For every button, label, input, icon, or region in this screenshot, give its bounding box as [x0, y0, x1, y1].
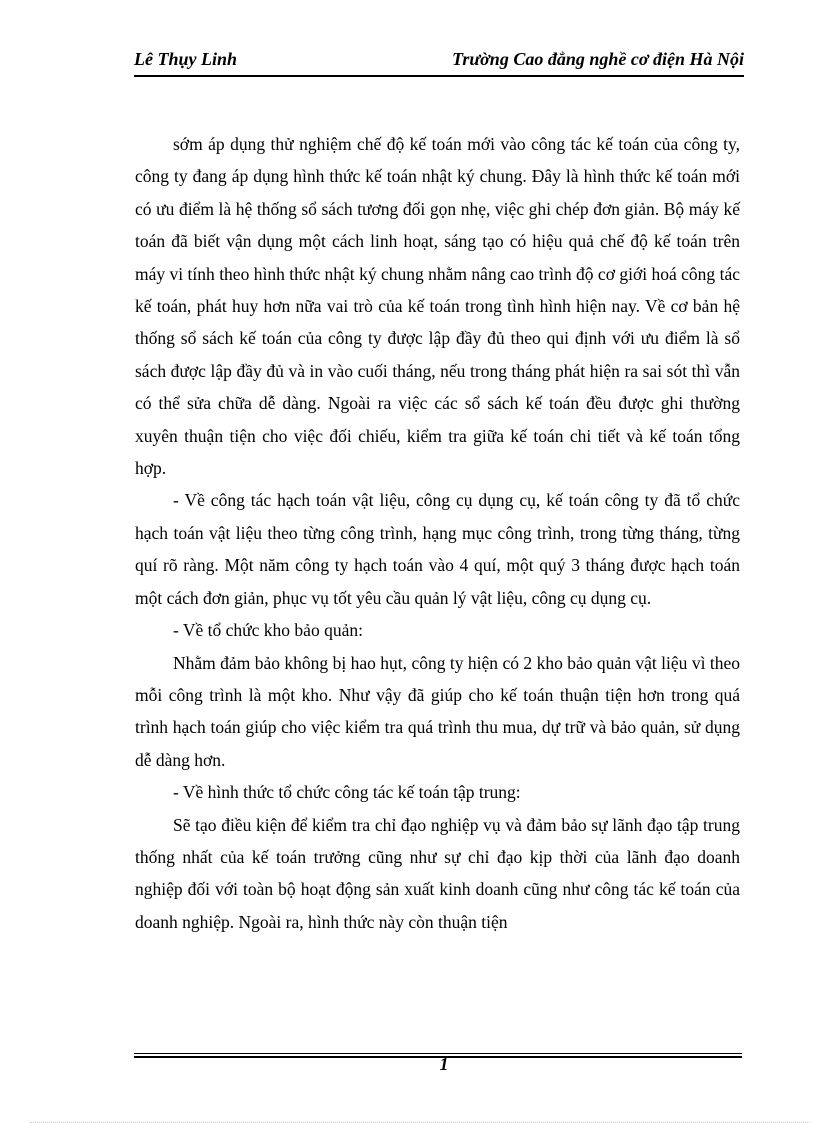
page-number: 1 — [439, 1054, 449, 1074]
paragraph-materials-accounting: - Về công tác hạch toán vật liệu, công cụ dụng cụ, kế toán công ty đã tổ chức hạch toán vật liệu theo từng công trình, hạng mục công trình, trong từng tháng, từng quí rõ ràng. Một năm công ty hạch toán vào 4 quí, một quý 3 tháng được hạch toán một cách đơn giản, phục vụ tốt yêu cầu quản lý vật liệu, công cụ dụng cụ. — [135, 490, 740, 608]
body-text — [135, 128, 740, 938]
paragraph-warehouse-heading: - Về tổ chức kho bảo quản: — [173, 620, 363, 641]
paragraph-centralized-heading: - Về hình thức tổ chức công tác kế toán tập trung: — [173, 782, 521, 803]
paragraph-centralized: Sẽ tạo điều kiện để kiểm tra chỉ đạo nghiệp vụ và đảm bảo sự lãnh đạo tập trung thống nhất của kế toán trưởng cũng như sự chỉ đạo kịp thời của lãnh đạo doanh nghiệp đối với toàn bộ hoạt động sản xuất kinh doanh cũng như công tác kế toán của doanh nghiệp. Ngoài ra, hình thức này còn thuận tiện — [135, 814, 740, 932]
header-rule — [134, 75, 744, 77]
paragraph-warehouse: Nhằm đảm bảo không bị hao hụt, công ty hiện có 2 kho bảo quản vật liệu vì theo mỗi công trình là một kho. Như vậy đã giúp cho kế toán thuận tiện hơn trong quá trình hạch toán giúp cho việc kiểm tra quá trình thu mua, dự trữ và bảo quản, sử dụng dễ dàng hơn. — [135, 652, 740, 770]
page-header — [134, 49, 744, 73]
paragraph-accounting-system: sớm áp dụng thử nghiệm chế độ kế toán mới vào công tác kế toán của công ty, công ty đang áp dụng hình thức kế toán nhật ký chung. Đây là hình thức kế toán mới có ưu điểm là hệ thống sổ sách tương đối gọn nhẹ, việc ghi chép đơn giản. Bộ máy kế toán đã biết vận dụng một cách linh hoạt, sáng tạo có hiệu quả chế độ kế toán trên máy vi tính theo hình thức nhật ký chung nhằm nâng cao trình độ cơ giới hoá công tác kế toán, phát huy hơn nữa vai trò của kế toán trong tình hình hiện nay. Về cơ bản hệ thống sổ sách kế toán của công ty được lập đầy đủ theo qui định với ưu điểm là sổ sách được lập đầy đủ và in vào cuối tháng, nếu trong tháng phát hiện ra sai sót thì vẫn có thể sửa chữa dễ dàng. Ngoài ra việc các sổ sách kế toán đều được ghi thường xuyên thuận tiện cho việc đối chiếu, kiểm tra giữa kế toán chi tiết và kế toán tổng hợp. — [135, 134, 740, 479]
header-school: Trường Cao đẳng nghề cơ điện Hà Nội — [452, 49, 744, 69]
header-author: Lê Thụy Linh — [134, 49, 238, 69]
